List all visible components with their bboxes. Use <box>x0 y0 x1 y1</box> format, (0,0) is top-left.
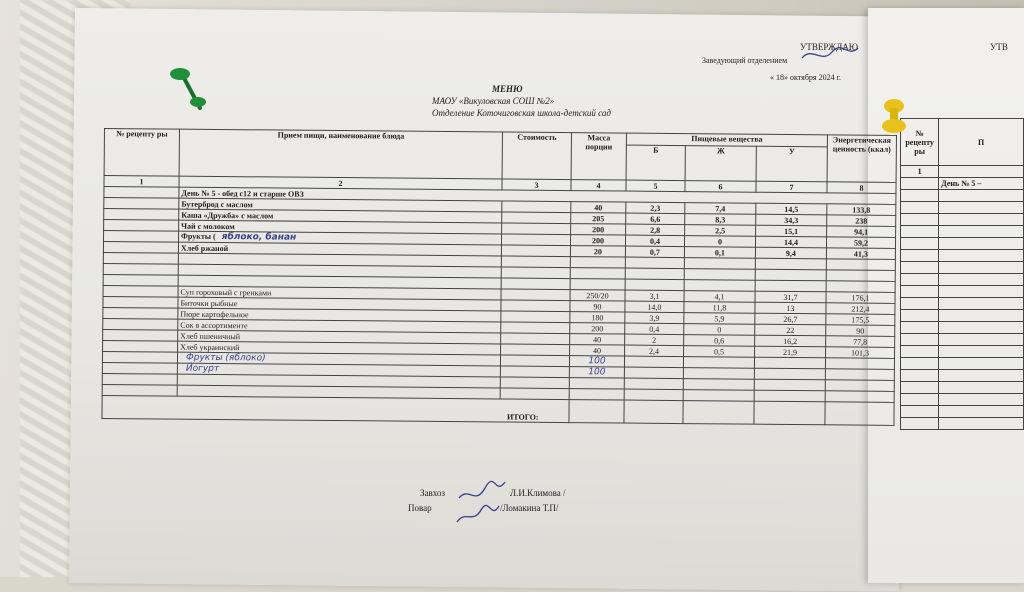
mass-cell <box>569 378 624 389</box>
handwritten-mass: 100 <box>588 367 605 377</box>
carb-cell <box>754 368 825 380</box>
cost-cell <box>500 366 569 378</box>
handwritten-note: Йогурт <box>186 364 219 374</box>
fat-cell <box>684 280 755 292</box>
energy-cell <box>826 259 895 271</box>
fat-cell <box>683 368 754 380</box>
recipe-cell <box>104 209 179 221</box>
fat-cell-text: 8,3 <box>715 215 725 224</box>
recipe-cell <box>104 198 179 210</box>
mass-cell-text: 200 <box>592 225 604 234</box>
fat-cell-text: 0,5 <box>714 347 724 356</box>
carb-cell <box>754 390 825 402</box>
recipe-cell <box>102 384 177 396</box>
dish-name-cell-text: Фрукты ( <box>181 232 216 241</box>
energy-cell-text: 212,4 <box>851 304 869 313</box>
dish-name-cell-text: Сок в ассортименте <box>180 320 247 330</box>
carb-cell <box>755 291 826 303</box>
cost-cell <box>501 267 570 279</box>
energy-cell <box>825 391 894 403</box>
fat-cell-text: 0,6 <box>714 336 724 345</box>
energy-cell <box>825 380 894 392</box>
mass-cell <box>571 213 626 224</box>
mass-cell-text: 40 <box>593 346 601 355</box>
energy-cell-text: 175,5 <box>851 315 869 324</box>
carb-cell <box>755 280 826 292</box>
mass-cell <box>570 268 625 279</box>
header-energy: Энергетическая ценность (ккал) <box>827 135 896 183</box>
col-number: 6 <box>685 181 756 193</box>
carb-cell-text: 15,1 <box>784 226 798 235</box>
energy-cell <box>826 292 895 304</box>
side-col-number: 1 <box>901 166 939 178</box>
col-number: 3 <box>502 179 571 191</box>
mass-cell-text: 90 <box>593 302 601 311</box>
mass-cell <box>570 279 625 290</box>
fat-cell <box>684 247 755 259</box>
header-recipe: № рецепту ры <box>104 129 179 177</box>
signature-head-name: Л.И.Климова / <box>510 488 566 498</box>
protein-cell-text: 2 <box>652 335 656 344</box>
cost-cell <box>502 212 571 224</box>
energy-cell <box>826 303 895 315</box>
protein-cell <box>625 257 684 269</box>
carb-cell <box>755 269 826 281</box>
fat-cell <box>684 291 755 303</box>
energy-cell <box>827 226 896 238</box>
fat-cell-text: 4,1 <box>715 292 725 301</box>
energy-cell-text: 238 <box>855 216 867 225</box>
energy-cell-text: 41,3 <box>854 249 868 258</box>
carb-cell <box>755 335 826 347</box>
energy-cell-text: 94,1 <box>854 227 868 236</box>
energy-cell <box>826 281 895 293</box>
carb-cell-text: 14,5 <box>784 204 798 213</box>
recipe-cell <box>102 373 177 385</box>
mass-cell <box>571 224 626 235</box>
carb-cell-text: 31,7 <box>784 292 798 301</box>
energy-cell <box>826 237 895 249</box>
protein-cell <box>625 312 684 324</box>
carb-cell-text: 9,4 <box>786 248 796 257</box>
side-header-row <box>901 119 1024 166</box>
protein-cell <box>624 367 683 379</box>
energy-cell <box>827 204 896 216</box>
carb-cell <box>755 258 826 270</box>
protein-cell-text: 2,8 <box>650 225 660 234</box>
fat-cell-text: 11,8 <box>713 303 727 312</box>
mass-cell <box>570 334 625 345</box>
mass-cell-text: 40 <box>594 203 602 212</box>
fat-cell <box>685 225 756 237</box>
fat-cell <box>684 346 755 358</box>
mass-cell <box>570 235 625 246</box>
signature-cook-name: /Ломакина Т.П/ <box>500 503 558 513</box>
fat-cell-text: 2,5 <box>715 226 725 235</box>
mass-cell-text: 205 <box>592 214 604 223</box>
dish-name-cell-text: Биточки рыбные <box>180 298 237 307</box>
recipe-cell <box>103 263 178 275</box>
header-u: У <box>756 146 827 181</box>
carb-cell <box>755 247 826 259</box>
carb-cell <box>754 379 825 391</box>
menu-table <box>101 128 897 426</box>
protein-cell-text: 2,3 <box>650 203 660 212</box>
recipe-cell <box>103 307 178 319</box>
mass-cell <box>569 356 624 367</box>
header-b: Б <box>626 145 685 180</box>
energy-cell <box>825 358 894 370</box>
approval-signature <box>800 44 860 66</box>
dish-name-cell-text: Хлеб украинский <box>180 342 239 352</box>
fat-cell <box>685 214 756 226</box>
recipe-cell <box>103 242 178 254</box>
handwritten-signatures <box>455 480 510 526</box>
energy-cell-text: 59,2 <box>854 238 868 247</box>
protein-cell <box>624 378 683 390</box>
recipe-cell <box>103 329 178 341</box>
mass-cell-text: 40 <box>593 335 601 344</box>
cost-cell <box>501 245 570 257</box>
side-day-label: День № 5 – <box>939 178 1024 190</box>
energy-cell <box>827 215 896 227</box>
energy-cell-text: 90 <box>856 326 864 335</box>
header-nutrients: Пищевые вещества <box>626 133 827 147</box>
dish-name-cell-text: Суп гороховый с гренками <box>181 287 272 297</box>
protein-cell-text: 0,4 <box>649 324 659 333</box>
carb-cell <box>756 203 827 215</box>
carb-cell <box>756 214 827 226</box>
carb-cell <box>755 324 826 336</box>
protein-cell <box>625 323 684 335</box>
dish-name-cell-text: Хлеб пшеничный <box>180 331 240 341</box>
cost-cell <box>501 344 570 356</box>
mass-cell <box>570 312 625 323</box>
protein-cell-text: 3,9 <box>649 313 659 322</box>
protein-cell-text: 3,1 <box>650 291 660 300</box>
protein-cell <box>624 356 683 368</box>
protein-cell-text: 6,6 <box>650 214 660 223</box>
cost-cell <box>500 377 569 389</box>
carb-cell <box>755 313 826 325</box>
approval-stamp: УТВЕРЖДАЮ <box>800 42 858 52</box>
energy-cell <box>826 314 895 326</box>
energy-cell <box>826 336 895 348</box>
cost-cell <box>501 333 570 345</box>
protein-cell <box>624 389 683 401</box>
energy-cell <box>826 270 895 282</box>
recipe-cell <box>103 285 178 297</box>
cost-cell <box>501 311 570 323</box>
energy-cell-text: 101,3 <box>851 348 869 357</box>
recipe-cell <box>104 220 179 232</box>
side-table <box>900 118 1024 430</box>
fat-cell <box>683 357 754 369</box>
recipe-cell <box>103 340 178 352</box>
mass-cell <box>570 290 625 301</box>
mass-cell <box>569 367 624 378</box>
energy-cell <box>825 369 894 381</box>
side-header-recipe: № рецепту ры <box>901 119 939 166</box>
recipe-cell <box>103 296 178 308</box>
protein-cell <box>625 290 684 302</box>
col-number: 8 <box>827 182 896 194</box>
recipe-cell <box>104 231 179 243</box>
approval-date: « 18» октября 2024 г. <box>770 73 841 82</box>
protein-cell <box>626 202 685 214</box>
fat-cell-text: 0 <box>717 325 721 334</box>
fat-cell <box>684 335 755 347</box>
col-number: 2 <box>179 176 502 190</box>
cost-cell <box>501 256 570 268</box>
col-number: 4 <box>571 180 626 191</box>
cost-cell <box>501 289 570 301</box>
recipe-cell <box>103 252 178 264</box>
menu-table-body <box>102 187 896 403</box>
protein-cell <box>625 301 684 313</box>
cost-cell <box>501 300 570 312</box>
fat-cell <box>684 302 755 314</box>
col-number: 5 <box>626 180 685 192</box>
fat-cell-text: 0,1 <box>715 248 725 257</box>
fat-cell-text: 0 <box>718 237 722 246</box>
approval-position: Заведующий отделением <box>702 56 787 65</box>
fat-cell <box>684 258 755 270</box>
mass-cell-text: 180 <box>591 313 603 322</box>
day-label: День № 5 - обед с12 и старше ОВЗ <box>179 187 896 204</box>
carb-cell-text: 26,7 <box>783 314 797 323</box>
header-mass: Масса порции <box>571 133 626 180</box>
protein-cell <box>626 224 685 236</box>
protein-cell <box>626 213 685 225</box>
mass-cell-text: 20 <box>594 247 602 256</box>
recipe-cell <box>102 362 177 374</box>
signature-cook-label: Повар <box>408 503 432 513</box>
protein-cell-text: 0,7 <box>650 247 660 256</box>
carb-cell-text: 34,3 <box>784 215 798 224</box>
department-name: Отделение Коточиговская школа-детский сад <box>432 108 611 118</box>
school-name: МАОУ «Викуловская СОШ №2» <box>432 96 554 106</box>
mass-cell <box>570 257 625 268</box>
protein-cell <box>625 334 684 346</box>
protein-cell <box>625 279 684 291</box>
energy-cell-text: 77,8 <box>853 337 867 346</box>
handwritten-mass: 100 <box>588 356 605 366</box>
green-push-pin <box>164 64 214 114</box>
protein-cell <box>625 235 684 247</box>
fat-cell <box>685 203 756 215</box>
fat-cell-text: 5,9 <box>714 314 724 323</box>
dish-name-cell-text: Пюре картофельное <box>180 309 248 319</box>
dish-name-cell-text: Бутерброд с маслом <box>181 199 253 209</box>
fat-cell <box>684 324 755 336</box>
menu-title: МЕНЮ <box>492 84 523 94</box>
energy-cell <box>826 325 895 337</box>
cost-cell <box>502 201 571 213</box>
carb-cell-text: 14,4 <box>784 237 798 246</box>
fat-cell <box>683 379 754 391</box>
mass-cell-text: 200 <box>592 236 604 245</box>
yellow-push-pin <box>872 96 912 142</box>
total-label: ИТОГО: <box>102 395 569 422</box>
carb-cell <box>755 236 826 248</box>
recipe-cell <box>103 274 178 286</box>
carb-cell-text: 21,9 <box>783 347 797 356</box>
mass-cell <box>569 389 624 400</box>
energy-cell-text: 176,1 <box>852 293 870 302</box>
cost-cell <box>501 322 570 334</box>
protein-cell-text: 2,4 <box>649 346 659 355</box>
col-number: 1 <box>104 176 179 188</box>
carb-cell <box>754 357 825 369</box>
energy-cell <box>826 347 895 359</box>
dish-name-cell-text: Чай с молоком <box>181 221 235 230</box>
side-approval-stamp: УТВ <box>990 42 1008 52</box>
header-zh: Ж <box>685 146 756 181</box>
mass-cell <box>570 301 625 312</box>
energy-cell-text: 133,8 <box>852 205 870 214</box>
protein-cell <box>625 268 684 280</box>
mass-cell <box>570 345 625 356</box>
carb-cell-text: 13 <box>786 303 794 312</box>
mass-cell <box>570 246 625 257</box>
protein-cell-text: 14,0 <box>647 302 661 311</box>
header-cost: Стоимость <box>502 132 571 180</box>
fat-cell <box>683 390 754 402</box>
cost-cell <box>501 278 570 290</box>
signature-head-label: Завхоз <box>420 488 445 498</box>
protein-cell-text: 0,4 <box>650 236 660 245</box>
mass-cell-text: 200 <box>591 324 603 333</box>
recipe-cell <box>102 351 177 363</box>
cost-cell <box>500 388 569 400</box>
cost-cell <box>501 234 570 246</box>
handwritten-note: Фрукты (яблоко) <box>186 353 266 364</box>
recipe-cell <box>103 318 178 330</box>
handwritten-note: яблоко, банан <box>222 232 297 243</box>
protein-cell <box>625 246 684 258</box>
fat-cell <box>684 269 755 281</box>
carb-cell <box>756 225 827 237</box>
col-number: 7 <box>756 181 827 193</box>
cost-cell <box>502 223 571 235</box>
header-meal: Прием пищи, наименование блюда <box>179 129 502 179</box>
carb-cell <box>755 346 826 358</box>
dish-name-cell-text: Хлеб ржаной <box>181 243 228 252</box>
mass-cell-text: 250/20 <box>586 291 608 300</box>
cost-cell <box>500 355 569 367</box>
carb-cell-text: 22 <box>786 325 794 334</box>
fat-cell <box>684 236 755 248</box>
fat-cell-text: 7,4 <box>715 204 725 213</box>
fat-cell <box>684 313 755 325</box>
protein-cell <box>625 345 684 357</box>
mass-cell <box>571 202 626 213</box>
side-header-meal: П <box>939 119 1024 166</box>
dish-name-cell-text: Каша «Дружба» с маслом <box>181 210 273 220</box>
mass-cell <box>570 323 625 334</box>
energy-cell <box>826 248 895 260</box>
carb-cell <box>755 302 826 314</box>
carb-cell-text: 16,2 <box>783 336 797 345</box>
